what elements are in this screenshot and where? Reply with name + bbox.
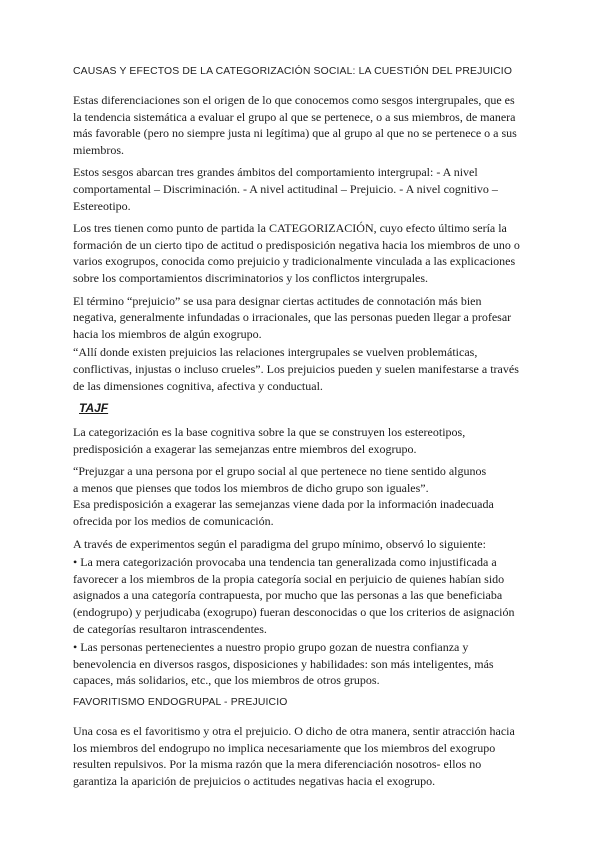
paragraph-termino-prejuicio: El término “prejuicio” se usa para designar ciertas actitudes de connotación más bien negativa, generalmente infundadas o irracionales, que las personas pueden llegar a profesar hacia los miembros de algún exogrupo. xyxy=(73,293,512,341)
document-body xyxy=(73,64,531,795)
paragraph-favoritismo: Una cosa es el favoritismo y otra el prejuicio. O dicho de otra manera, sentir atracción hacia los miembros del endogrupo no implica necesariamente que los miembros del exogrupo resulten repulsivos. Por la misma razón que la mera diferenciación nosotros- ellos no garantiza la aparición de prejuicios o actitudes negativas hacia el exogrupo. xyxy=(73,724,515,788)
section-heading-favoritismo: FAVORITISMO ENDOGRUPAL - PREJUICIO xyxy=(73,697,288,708)
section-heading-tajf: TAJF xyxy=(79,401,109,416)
paragraph-categorizacion: Los tres tienen como punto de partida la CATEGORIZACIÓN, cuyo efecto último sería la formación de un cierto tipo de actitud o predisposición negativa hacia los miembros de uno o varios exogrupos, conocida como prejuicio y tradicionalmente vinculada a las explicaciones sobre los comportamientos discriminatorios y los conflictos intergrupales. xyxy=(73,221,520,285)
paragraph-ambitos: Estos sesgos abarcan tres grandes ámbitos del comportamiento intergrupal: - A nivel comportamental – Discriminación. - A nivel actitudinal – Prejuicio. - A nivel cognitivo – Estereotipo. xyxy=(73,165,498,213)
paragraph-experimentos: A través de experimentos según el paradigma del grupo mínimo, observó lo siguiente: xyxy=(73,536,486,551)
paragraph-prejuzgar: “Prejuzgar a una persona por el grupo social al que pertenece no tiene sentido algunos a menos que pienses que todos los miembros de dicho grupo son iguales”. Esa predisposición a exagerar las semejanzas viene dada por la información inadecuada ofrecida por los medios de comunicación. xyxy=(73,464,494,529)
paragraph-cita-prejuicios: “Allí donde existen prejuicios las relaciones intergrupales se vuelven problemáticas, conflictivas, injustas o incluso crueles”. Los prejuicios pueden y suelen manifestarse a través de las dimensiones cognitiva, afectiva y conductual. xyxy=(73,345,519,393)
bullet-propio-grupo: • Las personas pertenecientes a nuestro propio grupo gozan de nuestra confianza y benevolencia en diversos rasgos, disposiciones y habilidades: son más inteligentes, más capaces, más solidarios, etc., que los miembros de otros grupos. xyxy=(73,640,494,688)
paragraph-sesgos-intergrupales: Estas diferenciaciones son el origen de lo que conocemos como sesgos intergrupales, que es la tendencia sistemática a evaluar el grupo al que se pertenece, o a sus miembros, de manera más favorable (pero no siempre justa ni legítima) que al grupo al que no se pertenece o a sus miembros. xyxy=(73,93,517,157)
document-title: CAUSAS Y EFECTOS DE LA CATEGORIZACIÓN SOCIAL: LA CUESTIÓN DEL PREJUICIO xyxy=(73,66,513,77)
bullet-mera-categorizacion: • La mera categorización provocaba una tendencia tan generalizada como injustificada a favorecer a los miembros de la propia categoría social en perjuicio de quienes habían sido asignados a una categoría contrapuesta, por mucho que las personas a las que beneficiaba (endogrupo) y perjudicaba (exogrupo) fueran desconocidas o que los criterios de asignación de categorías resultaron intrascendentes. xyxy=(73,555,515,636)
paragraph-estereotipos: La categorización es la base cognitiva sobre la que se construyen los estereotipos, predisposición a exagerar las semejanzas entre miembros del exogrupo. xyxy=(73,425,466,456)
